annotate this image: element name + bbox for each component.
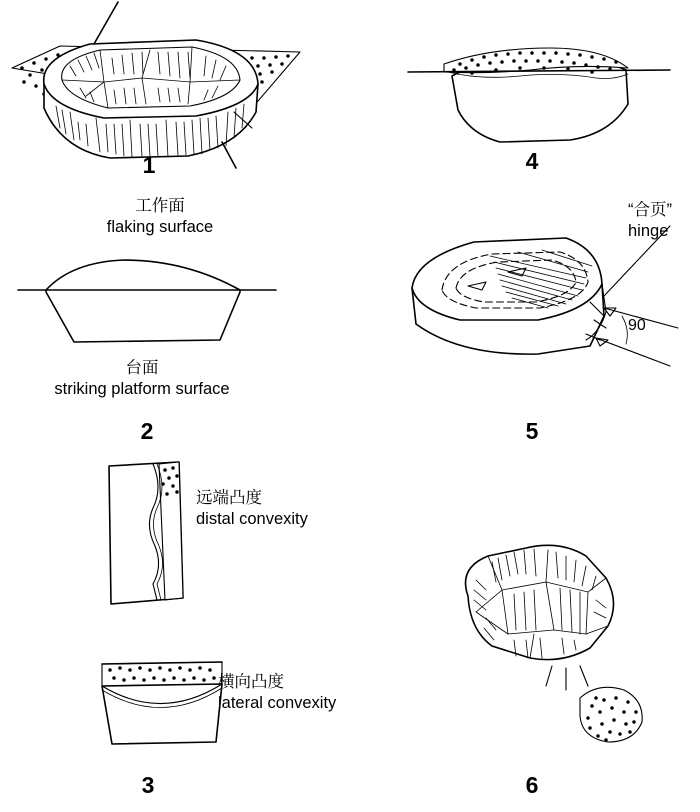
panel-2-illustration (0, 248, 320, 358)
panel-2-label-flaking-surface (107, 196, 213, 238)
panel-2-label-striking-platform-cn: 台面 (125, 359, 159, 377)
panel-3-lateral-illustration (78, 650, 228, 760)
panel-3-label-lateral-convexity (218, 672, 336, 714)
panel-3-label-lateral-convexity-cn: 横向凸度 (218, 673, 284, 691)
panel-6-number: 6 (525, 772, 539, 798)
panel-2-number: 2 (140, 418, 154, 444)
panel-2-label-striking-platform-en: striking platform surface (54, 380, 230, 399)
panel-2-label-flaking-surface-cn: 工作面 (135, 197, 185, 215)
panel-2-label-striking-platform (54, 358, 229, 400)
panel-5-label-hinge-en: hinge (628, 222, 669, 241)
panel-4-illustration (380, 30, 680, 150)
panel-3-label-lateral-convexity-en: lateral convexity (218, 694, 337, 713)
panel-2-label-flaking-surface-en: flaking surface (106, 218, 214, 237)
panel-3-number: 3 (141, 772, 155, 798)
panel-5-illustration (390, 216, 690, 396)
panel-3-label-distal-convexity-en: distal convexity (196, 510, 308, 529)
panel-3-label-distal-convexity-cn: 远端凸度 (196, 489, 262, 507)
panel-3-label-distal-convexity (196, 488, 308, 530)
panel-5-label-hinge-cn: “合页” (628, 201, 672, 219)
panel-1-number: 1 (142, 152, 156, 178)
panel-5-number: 5 (525, 418, 539, 444)
panel-6-illustration (430, 530, 670, 760)
panel-5-angle-value: 90 (628, 317, 646, 334)
panel-3-distal-illustration (95, 452, 215, 622)
panel-4-number: 4 (525, 148, 539, 174)
